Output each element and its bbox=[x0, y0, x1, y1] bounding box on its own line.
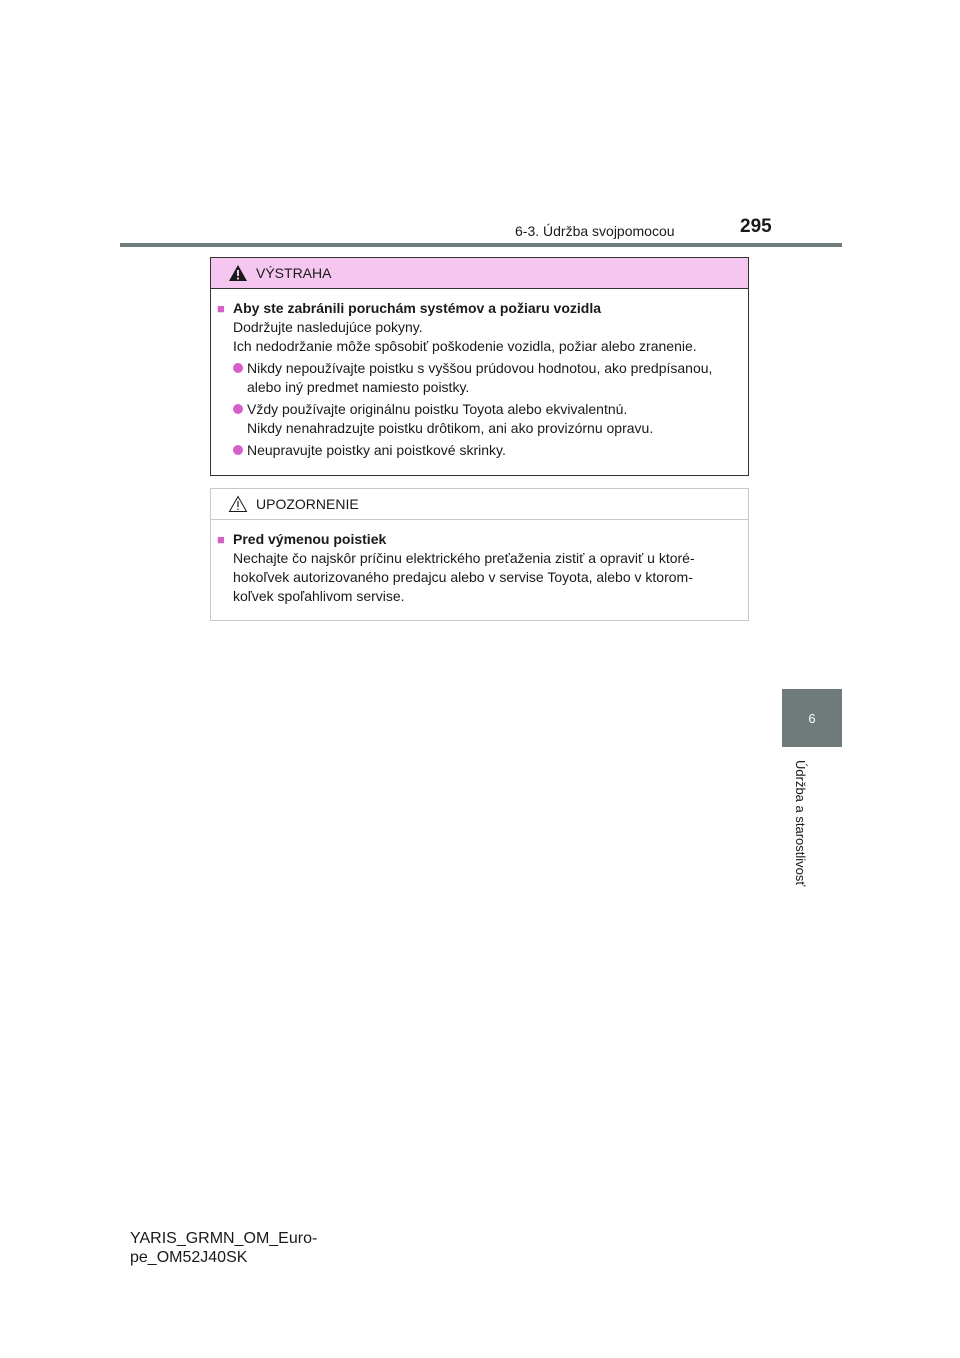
header-rule bbox=[120, 243, 842, 247]
chapter-title: Údržba a starostlivosť bbox=[793, 760, 808, 887]
warning-label: VÝSTRAHA bbox=[256, 265, 332, 281]
caution-item-title: ■ Pred výmenou poistiek bbox=[217, 531, 387, 547]
warning-triangle-icon bbox=[228, 264, 250, 282]
chapter-tab bbox=[782, 689, 842, 747]
header-section: 6-3. Údržba svojpomocou bbox=[515, 223, 675, 239]
warning-item-title: ■ Aby ste zabránili poruchám systémov a požiaru vozidla bbox=[217, 300, 601, 316]
round-bullet-icon bbox=[233, 363, 243, 373]
round-bullet-icon bbox=[233, 445, 243, 455]
round-bullet-icon bbox=[233, 404, 243, 414]
caution-label: UPOZORNENIE bbox=[256, 496, 359, 512]
warning-bullet: Vždy používajte originálnu poistku Toyota alebo ekvivalentnú. Nikdy nenahradzujte poistku drôtikom, ani ako provizórnu opravu. bbox=[217, 400, 742, 438]
warning-body bbox=[211, 289, 748, 460]
footer-code: YARIS_GRMN_OM_Euro- pe_OM52J40SK bbox=[130, 1230, 318, 1266]
chapter-number: 6 bbox=[808, 710, 816, 726]
square-bullet-icon: ■ bbox=[217, 301, 225, 316]
caution-box bbox=[210, 488, 749, 621]
warning-header bbox=[211, 258, 748, 289]
caution-body bbox=[211, 520, 748, 606]
caution-paragraph: Nechajte čo najskôr príčinu elektrického preťaženia zistiť a opraviť u ktoré- hokoľvek autorizovaného predajcu alebo v servise Toyota, alebo v ktorom- koľvek spoľahlivom servise. bbox=[233, 550, 695, 604]
caution-triangle-icon bbox=[228, 495, 250, 513]
warning-bullet: Nikdy nepoužívajte poistku s vyššou prúdovou hodnotou, ako predpísanou, alebo iný predmet namiesto poistky. bbox=[217, 359, 742, 397]
warning-bullet: Neupravujte poistky ani poistkové skrinky. bbox=[217, 441, 742, 460]
page-number: 295 bbox=[740, 216, 772, 237]
warning-paragraph: Dodržujte nasledujúce pokyny. Ich nedodržanie môže spôsobiť poškodenie vozidla, požiar alebo zranenie. bbox=[233, 319, 697, 354]
caution-header bbox=[211, 489, 748, 520]
square-bullet-icon: ■ bbox=[217, 532, 225, 547]
warning-box bbox=[210, 257, 749, 476]
